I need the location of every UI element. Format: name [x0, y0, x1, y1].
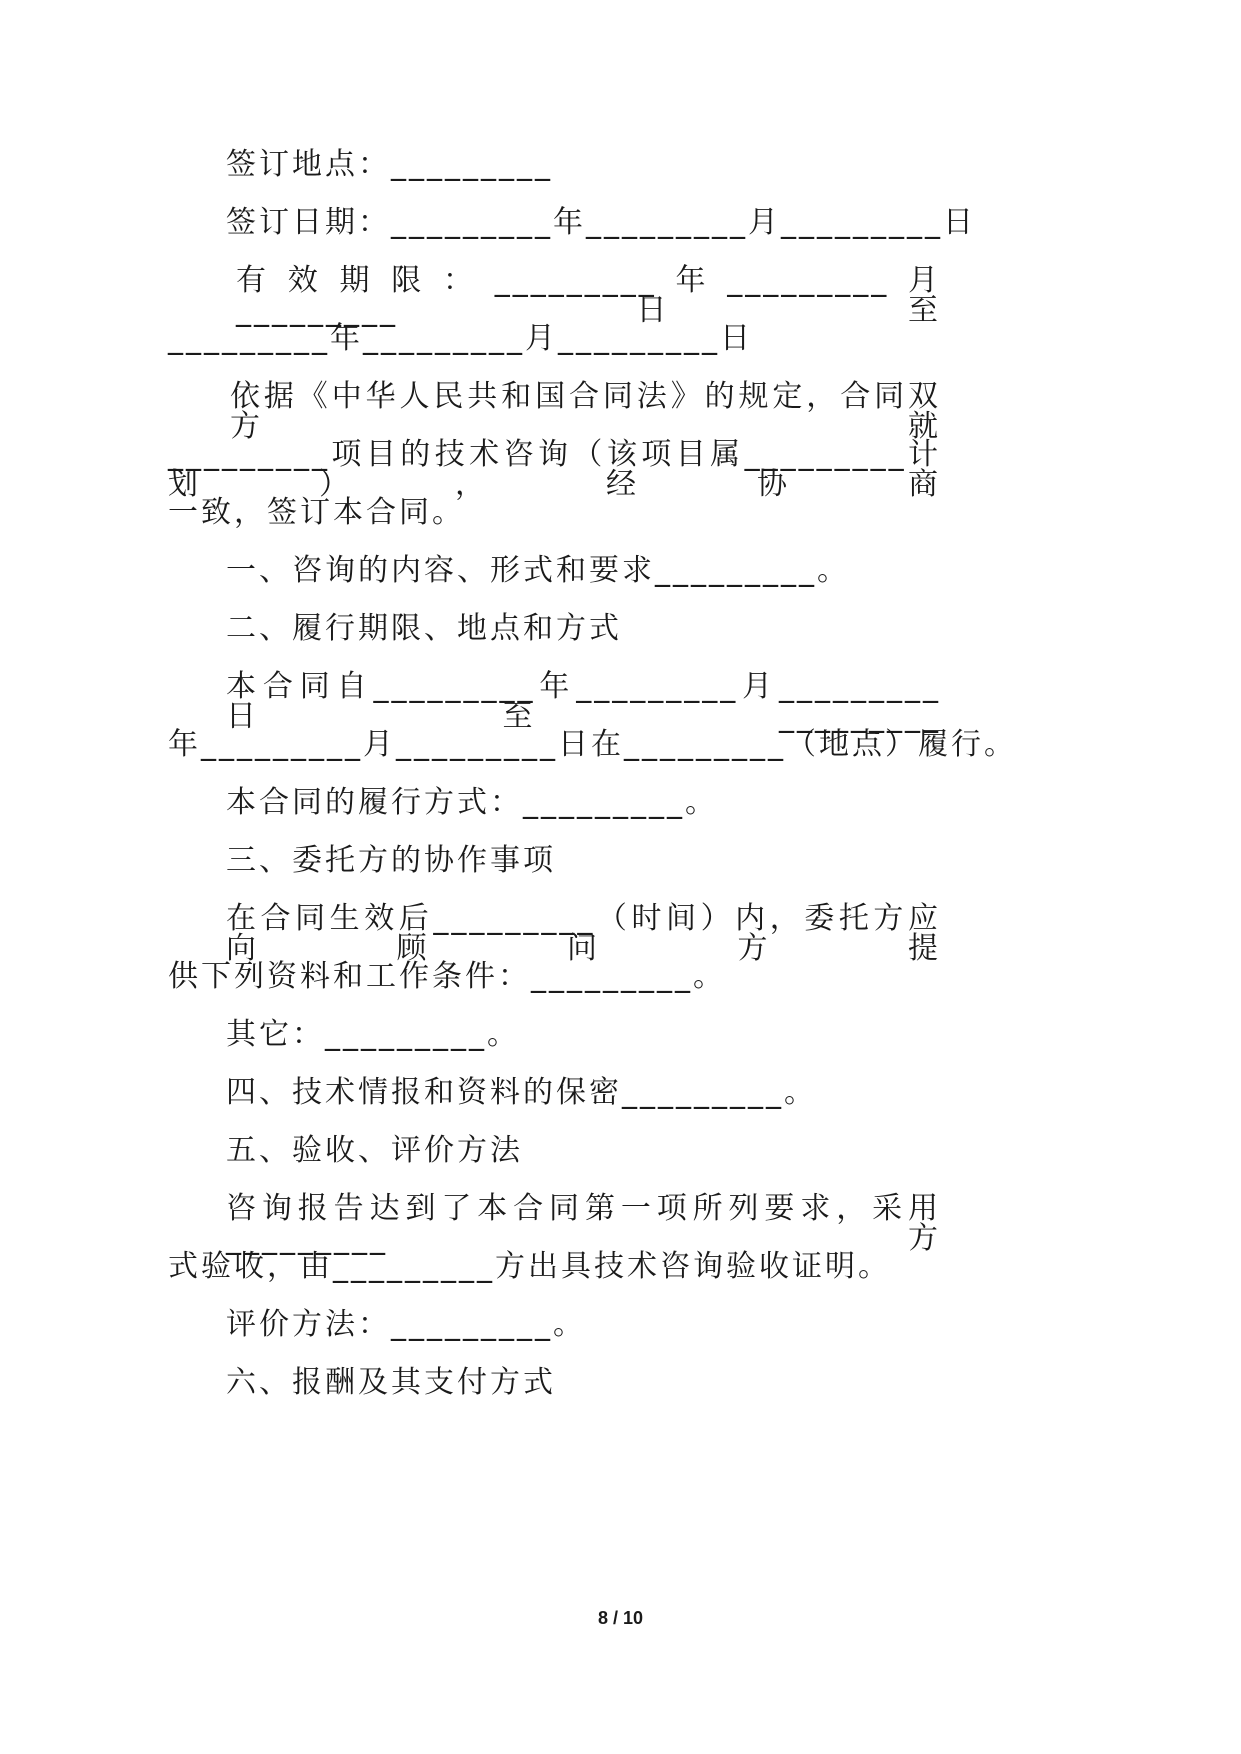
text-line: 本合同自_________年_________月_________日至_________ [226, 669, 941, 734]
text-line: 本合同的履行方式：_________。 [226, 785, 718, 820]
page-number: 8 / 10 [597, 1608, 644, 1628]
text-line: 在合同生效后_________（时间）内，委托方应向顾问方提 [226, 901, 941, 966]
text-line: 签订日期：_________年_________月_________日 [226, 205, 976, 240]
text-line: 二、履行期限、地点和方式 [226, 611, 622, 646]
text-line: 签订地点：_________ [226, 147, 553, 182]
text-line: 五、验收、评价方法 [226, 1133, 523, 1168]
text-line: 六、报酬及其支付方式 [226, 1365, 556, 1400]
text-line: _________年_________月_________日 [168, 321, 753, 356]
text-line: 三、委托方的协作事项 [226, 843, 556, 878]
text-line: 咨询报告达到了本合同第一项所列要求，采用_________方 [226, 1191, 941, 1256]
text-line: _________项目的技术咨询（该项目属_________计划），经协商 [168, 437, 941, 502]
text-line: 其它：_________。 [226, 1017, 520, 1052]
text-line: 供下列资料和工作条件：_________。 [168, 959, 726, 994]
text-line: 有效期限：_________年_________月_________日至 [236, 263, 941, 328]
text-line: 四、技术情报和资料的保密_________。 [226, 1075, 817, 1110]
text-line: 年_________月_________日在_________（地点）履行。 [168, 727, 1017, 762]
text-line: 依据《中华人民共和国合同法》的规定，合同双方就 [230, 379, 941, 444]
text-line: 式验收，由_________方出具技术咨询验收证明。 [168, 1249, 891, 1284]
text-line: 评价方法：_________。 [226, 1307, 586, 1342]
text-line: 一、咨询的内容、形式和要求_________。 [226, 553, 850, 588]
text-line: 一致，签订本合同。 [168, 495, 465, 530]
